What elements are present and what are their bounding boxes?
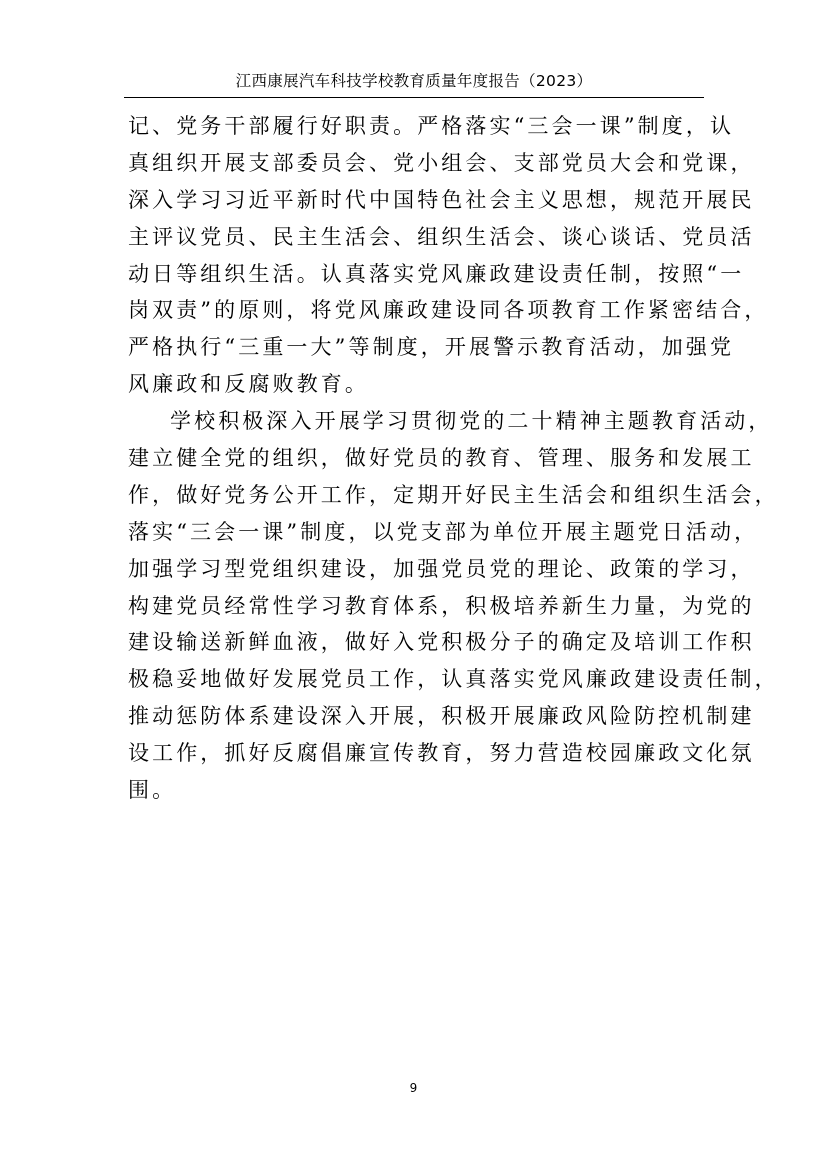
header-title: 江西康展汽车科技学校教育质量年度报告（2023） [235, 72, 593, 90]
text-line: 记、党务干部履行好职责。严格落实“三会一课”制度，认 [128, 114, 735, 138]
page-number [0, 1080, 827, 1096]
page-header [124, 68, 704, 98]
text-line: 真组织开展支部委员会、党小组会、支部党员大会和党课， [128, 150, 755, 175]
text-line: 风廉政和反腐败教育。 [128, 372, 369, 397]
text-line: 推动惩防体系建设深入开展，积极开展廉政风险防控机制建 [128, 704, 755, 729]
text-line: 严格执行“三重一大”等制度，开展警示教育活动，加强党 [128, 335, 735, 360]
text-line: 主评议党员、民主生活会、组织生活会、谈心谈话、党员活 [128, 224, 755, 249]
text-line: 建设输送新鲜血液，做好入党积极分子的确定及培训工作积 [128, 630, 755, 655]
text-line: 落实“三会一课”制度，以党支部为单位开展主题党日活动， [128, 519, 759, 544]
text-line: 围。 [128, 778, 177, 803]
paragraph [128, 108, 769, 403]
paragraph [128, 403, 779, 809]
text-line: 动日等组织生活。认真落实党风廉政建设责任制，按照“一 [128, 261, 745, 286]
text-line: 深入学习习近平新时代中国特色社会主义思想，规范开展民 [128, 187, 755, 212]
document-body [128, 108, 779, 809]
text-line: 设工作，抓好反腐倡廉宣传教育，努力营造校园廉政文化氛 [128, 741, 755, 766]
text-line: 加强学习型党组织建设，加强党员党的理论、政策的学习， [128, 556, 755, 581]
text-line: 作，做好党务公开工作，定期开好民主生活会和组织生活会， [128, 482, 779, 507]
text-line: 建立健全党的组织，做好党员的教育、管理、服务和发展工 [128, 446, 755, 471]
page-number-text: 9 [409, 1081, 418, 1095]
text-line: 极稳妥地做好发展党员工作，认真落实党风廉政建设责任制， [128, 667, 779, 692]
text-line: 构建党员经常性学习教育体系，积极培养新生力量，为党的 [128, 593, 755, 618]
text-line: 学校积极深入开展学习贯彻党的二十精神主题教育活动， [170, 409, 773, 434]
text-line: 岗双责”的原则，将党风廉政建设同各项教育工作紧密结合， [128, 298, 769, 323]
